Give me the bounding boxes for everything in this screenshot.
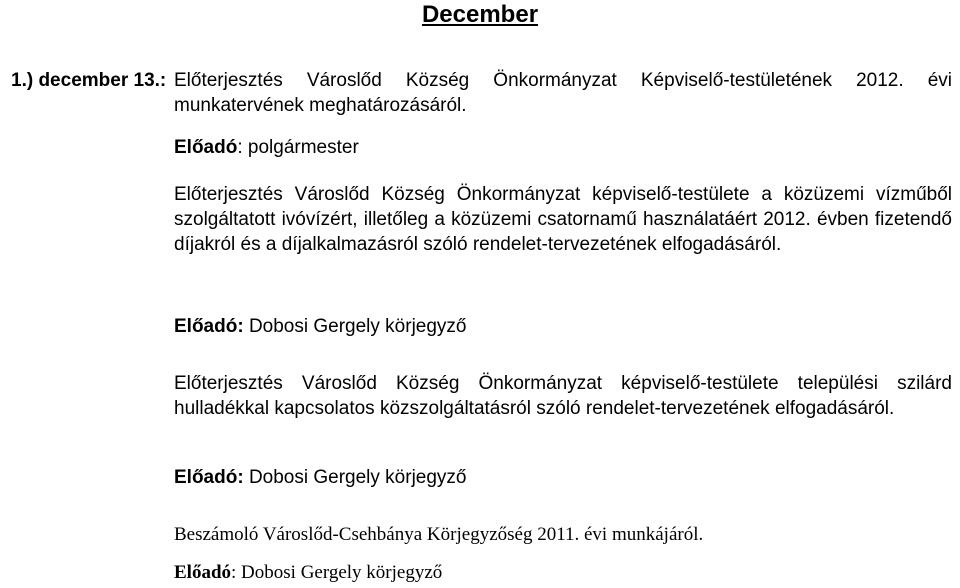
presenter-line [174,135,952,160]
presenter-name: : polgármester [237,137,359,158]
presenter-name: Dobosi Gergely körjegyző [243,316,467,337]
agenda-paragraph: Előterjesztés Városlőd Község Önkormányzat képviselő-testülete a közüzemi vízműből szolgáltatott ivóvízért, illetőleg a közüzemi csatornamű használatáért 2012. évben fizetendő díjakról és a díjalkalmazásról szóló rendelet-tervezetének elfogadásáról. [174,184,952,255]
presenter-line [174,560,952,585]
agenda-item-title: Előterjesztés Városlőd Község Önkormányzat Képviselő-testületének 2012. évi munkatervének meghatározásáról. [174,70,952,116]
agenda-paragraph: Előterjesztés Városlőd Község Önkormányzat képviselő-testülete települési szilárd hulladékkal kapcsolatos közszolgáltatásról szóló rendelet-tervezetének elfogadásáról. [174,373,952,419]
presenter-label: Előadó: [174,467,244,488]
presenter-label: Előadó [174,137,238,158]
presenter-label: Előadó [174,562,232,583]
agenda-paragraph: Beszámoló Városlőd-Csehbánya Körjegyzőség 2011. évi munkájáról. [174,524,704,545]
presenter-label: Előadó: [174,316,244,337]
presenter-name: : Dobosi Gergely körjegyző [231,562,443,583]
agenda-item-number: 1.) december 13.: [11,70,167,91]
presenter-line [174,465,952,490]
month-heading: December [421,1,539,28]
presenter-line [174,314,952,339]
presenter-name: Dobosi Gergely körjegyző [243,467,467,488]
